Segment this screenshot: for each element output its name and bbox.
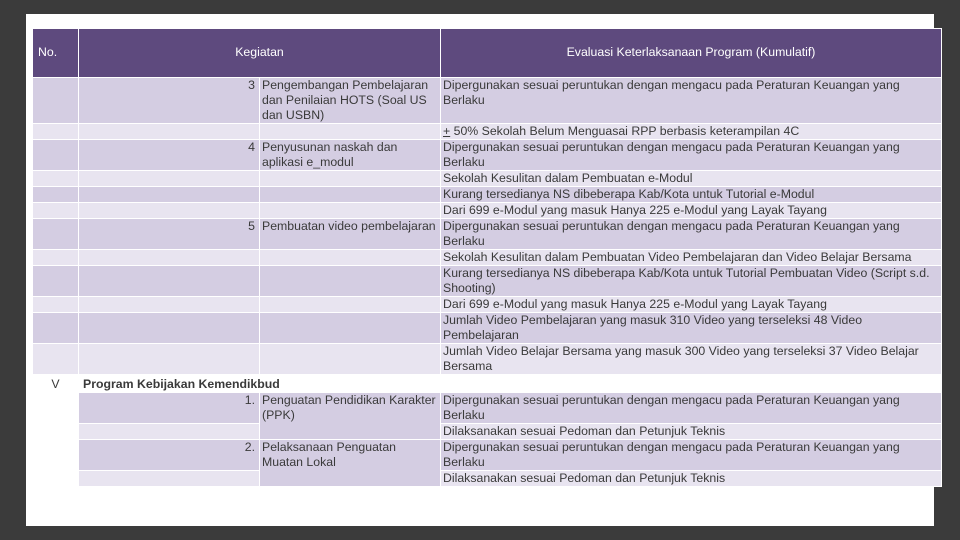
row-no [33, 313, 79, 344]
row-no [33, 219, 79, 250]
row-num [79, 171, 260, 187]
table-row [33, 297, 942, 313]
row-activity [260, 171, 441, 187]
row-num [79, 344, 260, 375]
row-no [33, 78, 79, 124]
table-row [33, 78, 942, 124]
row-activity [260, 250, 441, 266]
row-evaluation: Dari 699 e-Modul yang masuk Hanya 225 e-Modul yang Layak Tayang [441, 203, 942, 219]
row-num [79, 124, 260, 140]
row-activity [260, 187, 441, 203]
table-row [33, 124, 942, 140]
row-evaluation [441, 375, 942, 393]
row-no [33, 124, 79, 140]
row-no [33, 250, 79, 266]
row-evaluation: Sekolah Kesulitan dalam Pembuatan Video Pembelajaran dan Video Belajar Bersama [441, 250, 942, 266]
header-evaluasi: Evaluasi Keterlaksanaan Program (Kumulatif) [441, 29, 942, 78]
table-row [33, 424, 942, 440]
row-activity [260, 344, 441, 375]
table-row [33, 203, 942, 219]
row-evaluation: Dipergunakan sesuai peruntukan dengan mengacu pada Peraturan Keuangan yang Berlaku [441, 78, 942, 124]
table-row [33, 393, 942, 424]
row-evaluation: Jumlah Video Pembelajaran yang masuk 310 Video yang terseleksi 48 Video Pembelajaran [441, 313, 942, 344]
table-row [33, 266, 942, 297]
row-evaluation: Dipergunakan sesuai peruntukan dengan mengacu pada Peraturan Keuangan yang Berlaku [441, 440, 942, 471]
table-row [33, 471, 942, 487]
row-evaluation: Dipergunakan sesuai peruntukan dengan mengacu pada Peraturan Keuangan yang Berlaku [441, 219, 942, 250]
row-evaluation-text: 50% Sekolah Belum Menguasai RPP berbasis keterampilan 4C [450, 124, 800, 138]
row-num [79, 424, 260, 440]
row-no [33, 344, 79, 375]
evaluation-table [32, 28, 942, 487]
table-row [33, 219, 942, 250]
table-row [33, 440, 942, 471]
row-no [33, 203, 79, 219]
row-no [33, 171, 79, 187]
row-num [79, 471, 260, 487]
row-evaluation: Kurang tersedianya NS dibeberapa Kab/Kota untuk Tutorial e-Modul [441, 187, 942, 203]
row-num [79, 250, 260, 266]
row-num [79, 203, 260, 219]
table-row [33, 250, 942, 266]
table-header-row [33, 29, 942, 78]
row-evaluation: Kurang tersedianya NS dibeberapa Kab/Kota untuk Tutorial Pembuatan Video (Script s.d. Shooting) [441, 266, 942, 297]
row-evaluation: Dari 699 e-Modul yang masuk Hanya 225 e-Modul yang Layak Tayang [441, 297, 942, 313]
plus-minus-sign: + [443, 124, 451, 138]
table-row [33, 140, 942, 171]
row-evaluation: Dipergunakan sesuai peruntukan dengan mengacu pada Peraturan Keuangan yang Berlaku [441, 393, 942, 424]
row-no [33, 140, 79, 171]
row-activity [260, 297, 441, 313]
row-no [33, 297, 79, 313]
row-num: 2. [79, 440, 260, 471]
row-activity [260, 266, 441, 297]
table-row [33, 187, 942, 203]
header-kegiatan: Kegiatan [79, 29, 441, 78]
row-num [79, 313, 260, 344]
row-activity: Pembuatan video pembelajaran [260, 219, 441, 250]
row-num [79, 266, 260, 297]
row-no [33, 266, 79, 297]
row-activity [260, 124, 441, 140]
program-title: Program Kebijakan Kemendikbud [79, 375, 441, 393]
row-activity: Pengembangan Pembelajaran dan Penilaian HOTS (Soal US dan USBN) [260, 78, 441, 124]
row-num [79, 187, 260, 203]
header-no: No. [33, 29, 79, 78]
table-row [33, 171, 942, 187]
row-no [33, 187, 79, 203]
row-num [79, 297, 260, 313]
row-evaluation [441, 124, 942, 140]
row-num: 4 [79, 140, 260, 171]
row-num: 5 [79, 219, 260, 250]
row-activity: Penguatan Pendidikan Karakter (PPK) [260, 393, 441, 440]
row-evaluation: Dilaksanakan sesuai Pedoman dan Petunjuk Teknis [441, 424, 942, 440]
row-evaluation: Sekolah Kesulitan dalam Pembuatan e-Modul [441, 171, 942, 187]
row-activity [260, 313, 441, 344]
row-activity: Pelaksanaan Penguatan Muatan Lokal [260, 440, 441, 487]
row-evaluation: Dipergunakan sesuai peruntukan dengan mengacu pada Peraturan Keuangan yang Berlaku [441, 140, 942, 171]
program-no: V [33, 375, 79, 487]
table-row [33, 344, 942, 375]
program-row [33, 375, 942, 393]
table-row [33, 313, 942, 344]
row-num: 3 [79, 78, 260, 124]
row-num: 1. [79, 393, 260, 424]
row-activity [260, 203, 441, 219]
row-evaluation: Jumlah Video Belajar Bersama yang masuk 300 Video yang terseleksi 37 Video Belajar Bersama [441, 344, 942, 375]
row-evaluation: Dilaksanakan sesuai Pedoman dan Petunjuk Teknis [441, 471, 942, 487]
row-activity: Penyusunan naskah dan aplikasi e_modul [260, 140, 441, 171]
